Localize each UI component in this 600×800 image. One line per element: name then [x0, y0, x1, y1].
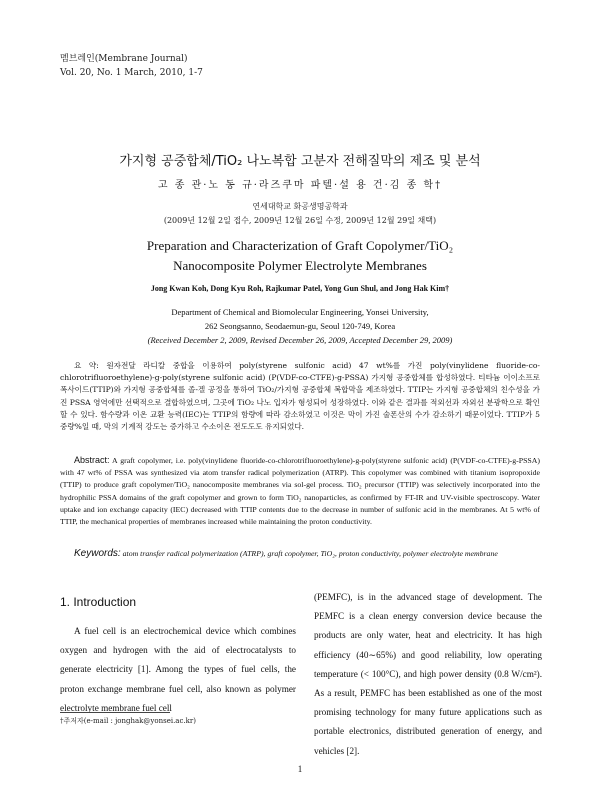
title-english-line2: Nanocomposite Polymer Electrolyte Membranes [173, 258, 427, 273]
section-title-introduction: 1. Introduction [60, 595, 137, 609]
footnote-divider [60, 712, 170, 713]
keywords-label: Keywords: [74, 548, 121, 559]
keywords [60, 548, 540, 560]
affiliation-english [0, 305, 600, 347]
abstract-english-text: A graft copolymer, i.e. poly(vinylidene fluoride-co-chlorotrifluoroethylene)-g-poly(styrene sulfonic acid) (P(VDF-co-CTFE)-g-PSSA) with 47 wt% of PSSA was synthesized via atom transfer radical polymerization (ATRP). This copolymer was combined with titanium isopropoxide (TTIP) to produce graft copolymer/TiO₂ nanocomposite membranes via sol-gel process. TiO₂ precursor (TTIP) was selectively incorporated into the hydrophilic PSSA domains of the graft copolymer and grown to form TiO₂ nanoparticles, as confirmed by FT-IR and UV-visible spectroscopy. Water uptake and ion exchange capacity (IEC) decreased with TTIP contents due to the decrease in number of sulfonic acid in the membranes. At 5 wt% of TTIP, the mechanical properties of membranes increased while maintaining the proton conductivity. [60, 456, 540, 527]
dates-korean: (2009년 12월 2일 접수, 2009년 12월 26일 수정, 2009년 12월 29일 채택) [163, 216, 437, 225]
received-dates: (Received December 2, 2009, Revised December 26, 2009, Accepted December 29, 2009) [147, 335, 453, 345]
body-column-right [314, 588, 542, 761]
abstract-english [60, 454, 540, 528]
journal-header [60, 52, 203, 80]
keywords-text: atom transfer radical polymerization (ATRP), graft copolymer, TiO₂, proton conductivity, polymer electrolyte membrane [122, 549, 498, 558]
title-english-line1: Preparation and Characterization of Graft Copolymer/TiO₂ [146, 238, 454, 253]
authors-korean: 고 종 관·노 동 규·라즈쿠마 파텔·설 용 건·김 종 학† [157, 180, 443, 191]
affiliation-english-line2: 262 Seongsanno, Seodaemun-gu, Seoul 120-749, Korea [204, 321, 396, 331]
abstract-korean-text: 원자전달 라디칼 중합을 이용하여 poly(styrene sulfonic acid) 47 wt%를 가진 poly(vinylidene fluoride-co-chlorotrifluoroethylene)-g-poly(styrene sulfonic acid) (P(VDF-co-CTFE)-g-PSSA) 가지형 공중합체를 합성하였다. 티타늄 이이소프로폭사이드(TTIP)와 가지형 공중합체를 졸-겔 공정을 통하여 TiO₂/가지형 공중합체 복합막을 제조하였다. TTIP는 가지형 공중합체의 친수성을 가진 PSSA 영역에만 선택적으로 결합하였으며, 그곳에 TiO₂ 나노 입자가 형성되어 성장하였다. 이와 같은 결과를 적외선과 자외선 분광학으로 확인할 수 있다. 함수량과 이온 교환 능력(IEC)는 TTIP의 함량에 따라 감소하였고 이것은 막이 가진 술폰산의 수가 감소하기 때문이었다. TTIP가 5 중량%일 때, 막의 기계적 강도는 증가하고 수소이온 전도도도 유지되었다. [60, 361, 540, 432]
intro-paragraph-left: A fuel cell is an electrochemical device which combines oxygen and hydrogen with the aid of electrocatalysts to generate electricity [1]. Among the types of fuel cells, the proton exchange membrane fuel cell, also known as polymer electrolyte membrane fuel cell [60, 626, 296, 713]
abstract-korean [60, 360, 540, 433]
intro-paragraph-right: (PEMFC), is in the advanced stage of development. The PEMFC is a clean energy conversion device because the products are only water, heat and electricity. It has high efficiency (40∼65%) and good reliability, low operating temperature (< 100°C), and high power density (0.8 W/cm²). As a result, PEMFC has been established as one of the most promising technology for many future applications such as portable electronics, distributed generation of energy, and vehicles [2]. [314, 592, 542, 756]
affiliation-korean [0, 200, 600, 228]
journal-issue: Vol. 20, No. 1 March, 2010, 1-7 [60, 68, 203, 78]
authors-english: Jong Kwan Koh, Dong Kyu Roh, Rajkumar Patel, Yong Gun Shul, and Jong Hak Kim† [150, 284, 450, 293]
title-english [0, 236, 600, 276]
body-column-left [60, 622, 296, 718]
footnote-corresponding-author: †주저자(e-mail : jonghak@yonsei.ac.kr) [60, 717, 196, 725]
abstract-english-label: Abstract: [74, 455, 110, 465]
abstract-korean-label: 요 약: [74, 361, 99, 370]
affiliation-korean-name: 연세대학교 화공생명공학과 [252, 202, 348, 211]
title-korean: 가지형 공중합체/TiO₂ 나노복합 고분자 전해질막의 제조 및 분석 [119, 154, 481, 169]
affiliation-english-line1: Department of Chemical and Biomolecular Engineering, Yonsei University, [171, 307, 429, 317]
journal-name: 멤브레인(Membrane Journal) [60, 54, 188, 64]
page-number: 1 [297, 764, 303, 774]
